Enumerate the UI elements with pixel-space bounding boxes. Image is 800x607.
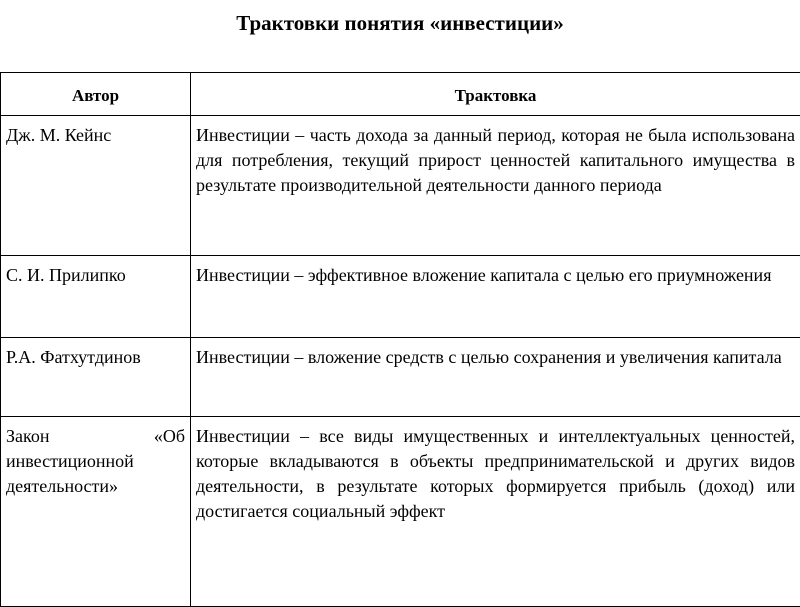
treatments-table (0, 72, 800, 607)
treatment-cell: Инвестиции – часть дохода за данный период, которая не была использована для потребления, текущий прирост ценностей капитального имущества в результате производительной деятельности данного периода (191, 116, 800, 256)
page-title: Трактовки понятия «инвестиции» (0, 8, 800, 38)
table-row (1, 417, 800, 607)
table-row (1, 116, 800, 256)
table-row (1, 338, 800, 417)
table-row (1, 256, 800, 338)
author-cell: Р.А. Фатхутдинов (1, 338, 191, 417)
author-cell: С. И. Прилипко (1, 256, 191, 338)
header-treatment: Трактовка (191, 73, 800, 116)
table-header-row (1, 73, 800, 116)
treatment-cell: Инвестиции – эффективное вложение капитала с целью его приумножения (191, 256, 800, 338)
author-cell: Закон «Об инвестиционной деятельности» (1, 417, 191, 607)
treatment-cell: Инвестиции – вложение средств с целью сохранения и увеличения капитала (191, 338, 800, 417)
author-cell: Дж. М. Кейнс (1, 116, 191, 256)
treatment-cell: Инвестиции – все виды имущественных и интеллектуальных ценностей, которые вкладываются в объекты предпринимательской и других видов деятельности, в результате которых формируется прибыль (доход) или достигается социальный эффект (191, 417, 800, 607)
header-author: Автор (1, 73, 191, 116)
